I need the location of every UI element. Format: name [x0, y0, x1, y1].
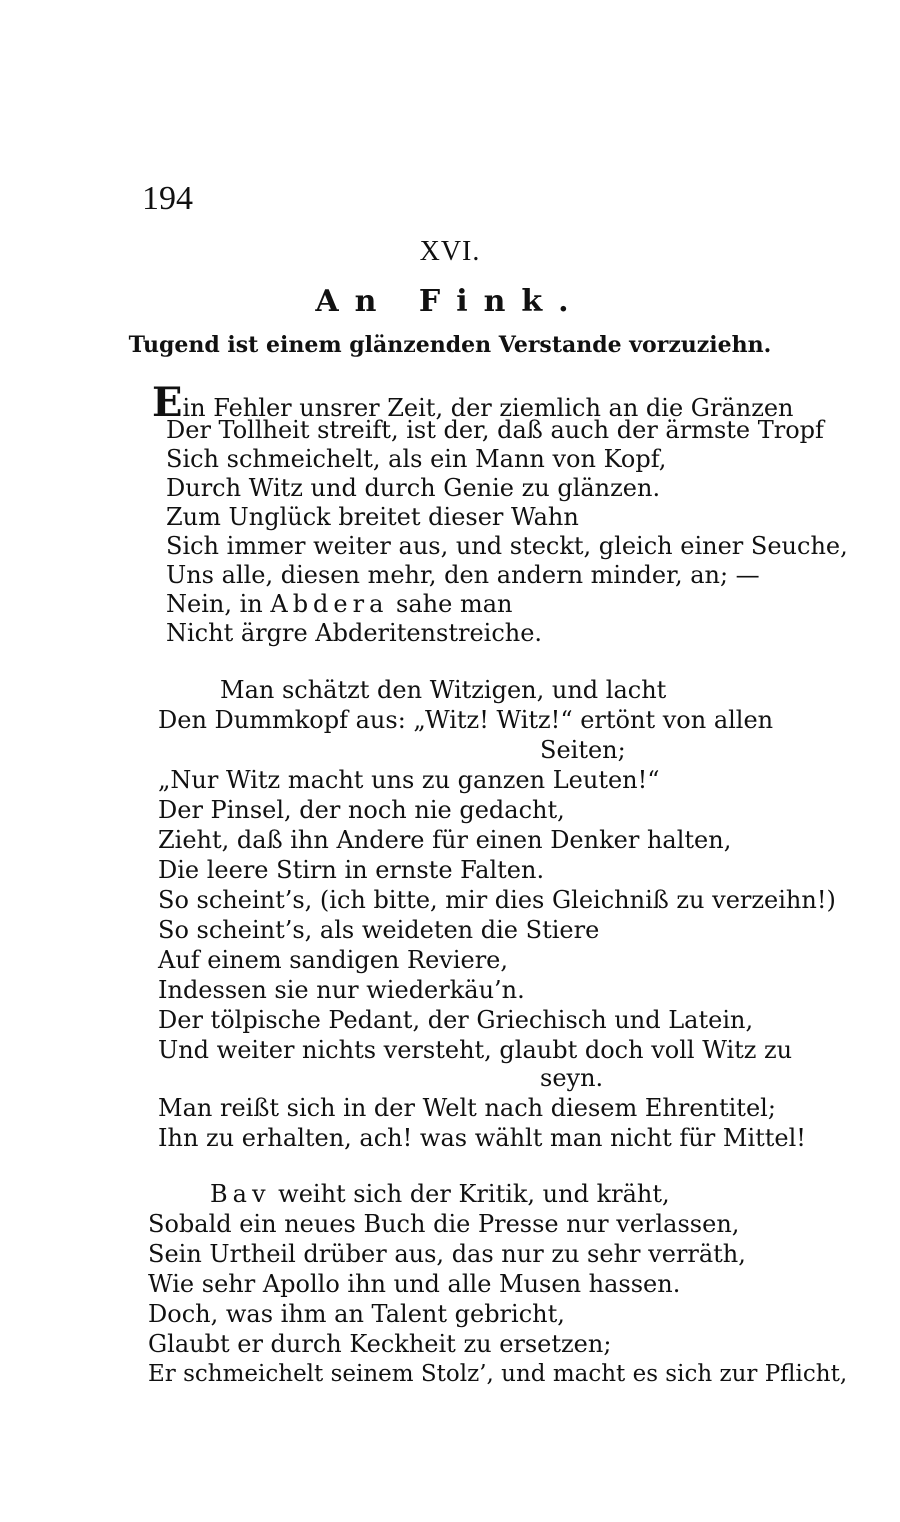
verse-line: Der Pinsel, der noch nie gedacht, [158, 796, 565, 824]
verse-line: „Nur Witz macht uns zu ganzen Leuten!“ [158, 766, 660, 794]
verse-line: Auf einem sandigen Reviere, [158, 946, 509, 974]
verse-line: Zieht, daß ihn Andere für einen Denker halten, [158, 826, 732, 854]
verse-line: Sich immer weiter aus, und steckt, gleich einer Seuche, [166, 532, 848, 560]
verse-text: Nein, in [166, 590, 271, 618]
verse-line-continuation: Seiten; [540, 736, 626, 764]
verse-text: weiht sich der Kritik, und kräht, [270, 1180, 670, 1208]
verse-line: Den Dummkopf aus: „Witz! Witz!“ ertönt von allen [158, 706, 774, 734]
verse-line [152, 379, 794, 426]
verse-line: Nicht ärgre Abderitenstreiche. [166, 619, 543, 647]
verse-line: Und weiter nichts versteht, glaubt doch voll Witz zu [158, 1036, 793, 1064]
spaced-name: Abdera [270, 590, 389, 618]
verse-line: Glaubt er durch Keckheit zu ersetzen; [148, 1330, 612, 1358]
verse-line: Der Tollheit streift, ist der, daß auch der ärmste Tropf [166, 416, 824, 444]
verse-line: Sein Urtheil drüber aus, das nur zu sehr verräth, [148, 1240, 746, 1268]
verse-line [210, 1180, 670, 1209]
verse-line-continuation: seyn. [540, 1064, 604, 1092]
verse-line: Man reißt sich in der Welt nach diesem Ehrentitel; [158, 1094, 776, 1122]
verse-line: Der tölpische Pedant, der Griechisch und Latein, [158, 1006, 754, 1034]
drop-cap: E [152, 379, 183, 426]
verse-line: Zum Unglück breitet dieser Wahn [166, 503, 579, 531]
verse-line: So scheint’s, (ich bitte, mir dies Gleichniß zu verzeihn!) [158, 886, 836, 914]
page-number: 194 [142, 180, 193, 217]
verse-text: in Fehler unsrer Zeit, der ziemlich an die Gränzen [182, 394, 794, 422]
verse-line: Die leere Stirn in ernste Falten. [158, 856, 545, 884]
verse-text: sahe man [388, 590, 513, 618]
poem-subtitle: Tugend ist einem glänzenden Verstande vorzuziehn. [128, 332, 772, 358]
verse-line: Ihn zu erhalten, ach! was wählt man nicht für Mittel! [158, 1124, 806, 1152]
verse-line: Wie sehr Apollo ihn und alle Musen hassen. [148, 1270, 681, 1298]
verse-line: Man schätzt den Witzigen, und lacht [220, 676, 667, 704]
verse-line: Indessen sie nur wiederkäu’n. [158, 976, 525, 1004]
verse-line: Doch, was ihm an Talent gebricht, [148, 1300, 565, 1328]
verse-line: Durch Witz und durch Genie zu glänzen. [166, 474, 661, 502]
verse-line: So scheint’s, als weideten die Stiere [158, 916, 600, 944]
poem-title: An Fink. [315, 284, 585, 319]
verse-line: Sich schmeichelt, als ein Mann von Kopf, [166, 445, 667, 473]
verse-line: Sobald ein neues Buch die Presse nur verlassen, [148, 1210, 740, 1238]
poem-number: XVI. [419, 236, 481, 267]
spaced-name: Bav [210, 1180, 271, 1208]
verse-line: Er schmeichelt seinem Stolz’, und macht es sich zur Pflicht, [148, 1361, 848, 1387]
verse-line: Uns alle, diesen mehr, den andern minder, an; — [166, 561, 760, 589]
verse-line [166, 590, 512, 619]
